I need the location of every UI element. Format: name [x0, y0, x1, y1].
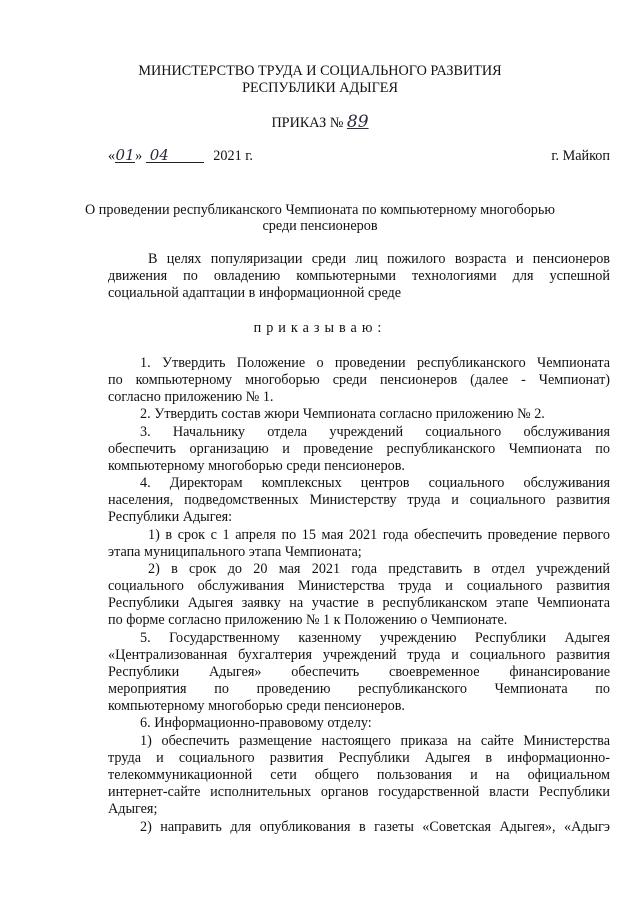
item-5-line: мероприятия по проведению республиканского Чемпионата по — [108, 681, 610, 697]
item-6-1-line: интернет-сайте исполнительных органов государственной власти Республики — [108, 784, 610, 800]
order-label: ПРИКАЗ № — [271, 115, 344, 131]
item-5-line: «Централизованная бухгалтерия учреждений труда и социального развития — [108, 647, 610, 663]
item-3-line: 3. Начальнику отдела учреждений социального обслуживания — [140, 424, 610, 440]
item-6-1-line: 1) обеспечить размещение настоящего приказа на сайте Министерства — [140, 733, 610, 749]
item-4-1-line: 1) в срок с 1 апреля по 15 мая 2021 года обеспечить проведение первого — [148, 527, 610, 543]
item-4-2-line: Республики Адыгея заявку на участие в республиканском этапе Чемпионата — [108, 595, 610, 611]
date-year: 2021 г. — [213, 148, 253, 164]
order-heading — [0, 114, 640, 131]
item-4-line: 4. Директорам комплексных центров социального обслуживания — [140, 475, 610, 491]
item-1-line: согласно приложению № 1. — [108, 389, 274, 405]
date-quote-open: « — [108, 148, 116, 164]
order-date — [108, 148, 253, 164]
item-6-1-line: телекоммуникационной сети общего пользования и на официальном — [108, 767, 610, 783]
item-4-2-line: социального обслуживания Министерства труда и социального развития — [108, 578, 610, 594]
preamble-line: движения по овладению компьютерными технологиями для успешной — [108, 268, 610, 284]
item-6-2-line: 2) направить для опубликования в газеты «Советская Адыгея», «Адыгэ — [140, 819, 610, 835]
preamble-line: В целях популяризации среди лиц пожилого возраста и пенсионеров — [148, 251, 610, 267]
preamble-line: социальной адаптации в информационной среде — [108, 285, 402, 301]
order-city: г. Майкоп — [551, 148, 610, 164]
item-5-line: Республики Адыгея» обеспечить своевременное финансирование — [108, 664, 610, 680]
item-1-line: 1. Утвердить Положение о проведении республиканского Чемпионата — [140, 355, 610, 371]
ministry-name-line2: РЕСПУБЛИКИ АДЫГЕЯ — [242, 80, 398, 96]
item-2-line: 2. Утвердить состав жюри Чемпионата согласно приложению № 2. — [140, 406, 545, 422]
date-day: 01 — [115, 146, 135, 164]
date-quote-close: » — [135, 148, 143, 164]
item-4-line: населения, подведомственных Министерству труда и социального развития — [108, 492, 610, 508]
item-6-1-line: Адыгея; — [108, 801, 158, 817]
ministry-name-line1: МИНИСТЕРСТВО ТРУДА И СОЦИАЛЬНОГО РАЗВИТИЯ — [138, 63, 502, 79]
order-title-line1: О проведении республиканского Чемпионата по компьютерному многоборью — [85, 202, 555, 218]
item-6-1-line: труда и социального развития Республики Адыгея в информационно- — [108, 750, 610, 766]
item-3-line: обеспечить организацию и проведение республиканского Чемпионата по — [108, 441, 610, 457]
order-word: приказываю: — [253, 320, 387, 336]
order-title-line2: среди пенсионеров — [262, 218, 378, 234]
item-4-line: Республики Адыгея: — [108, 509, 233, 525]
order-number: 89 — [346, 112, 369, 132]
item-4-1-line: этапа муниципального этапа Чемпионата; — [108, 544, 362, 560]
item-4-2-line: по форме согласно приложению № 1 к Положению о Чемпионате. — [108, 612, 508, 628]
item-5-line: 5. Государственному казенному учреждению Республики Адыгея — [140, 630, 610, 646]
date-month: 04 — [146, 149, 204, 163]
item-3-line: компьютерному многоборью среди пенсионеров. — [108, 458, 405, 474]
item-1-line: по компьютерному многоборью среди пенсионеров (далее - Чемпионат) — [108, 372, 610, 388]
item-5-line: компьютерному многоборью среди пенсионеров. — [108, 698, 405, 714]
item-4-2-line: 2) в срок до 20 мая 2021 года представить в отдел учреждений — [148, 561, 610, 577]
item-6-line: 6. Информационно-правовому отделу: — [140, 715, 372, 731]
